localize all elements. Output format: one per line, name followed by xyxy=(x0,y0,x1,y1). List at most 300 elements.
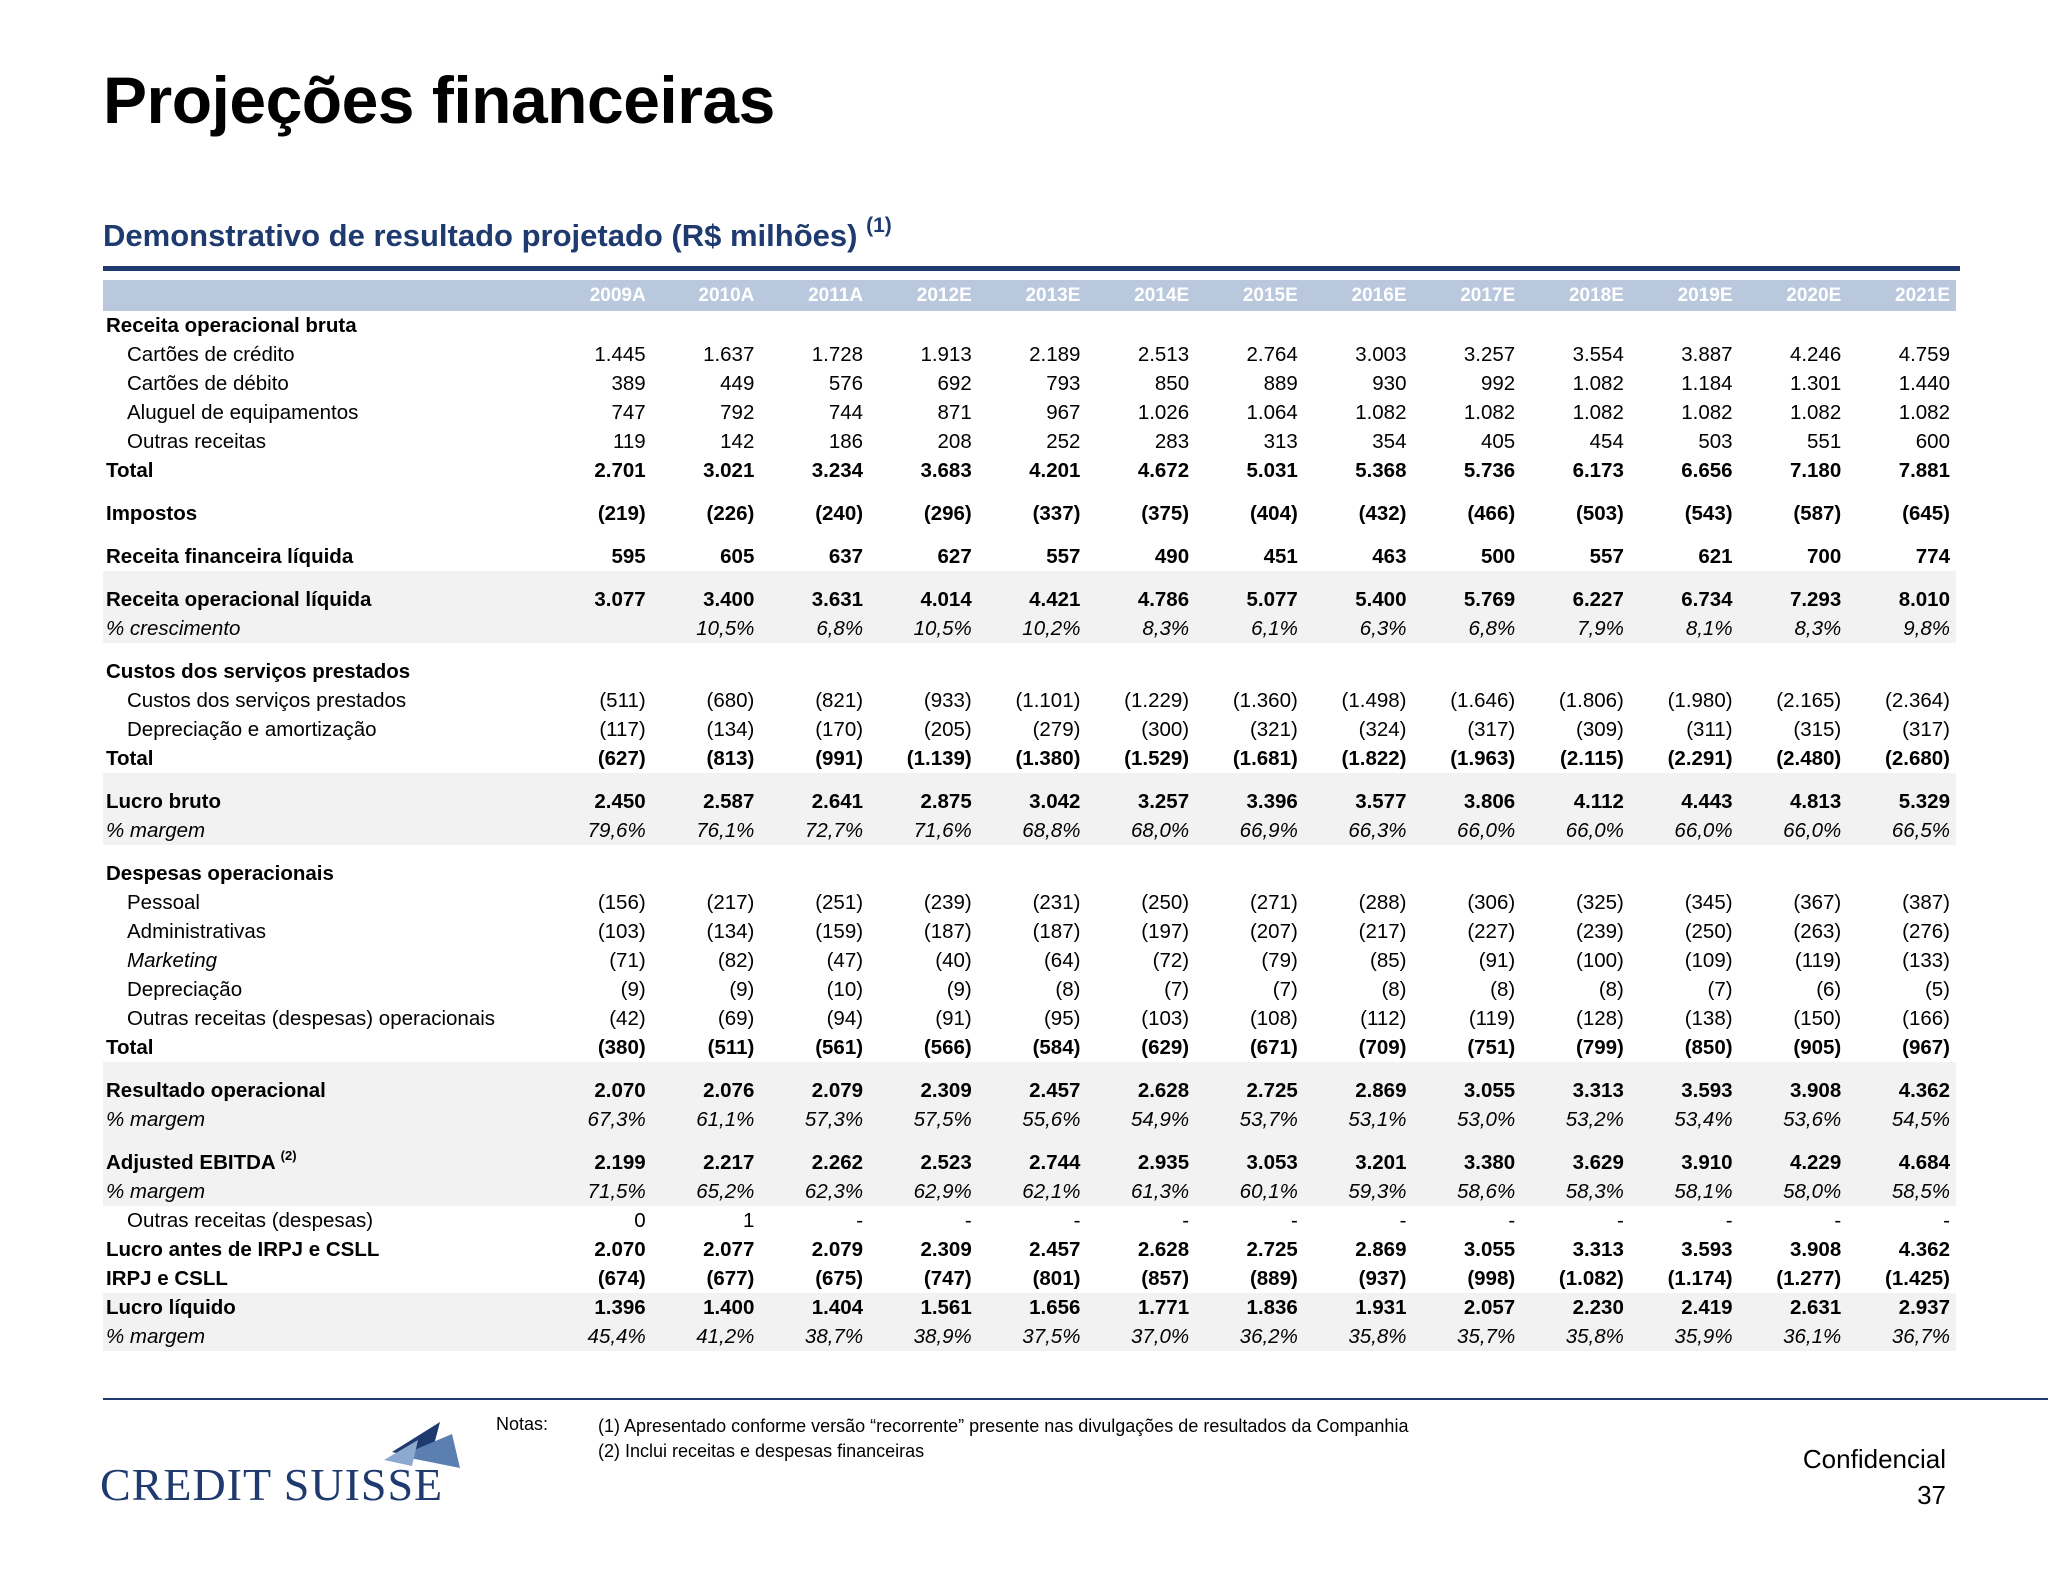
table-row xyxy=(103,1062,1956,1105)
row-label-text: Outras receitas (despesas) operacionais xyxy=(127,1006,496,1030)
value-cell: 3.887 xyxy=(1681,342,1733,366)
value-cell: (1.806) xyxy=(1558,688,1624,712)
value-cell: (217) xyxy=(706,890,755,914)
value-cell: (1.498) xyxy=(1341,688,1407,712)
value-cell: (2.680) xyxy=(1885,746,1950,770)
value-cell: (8) xyxy=(1381,977,1407,1001)
value-cell: 405 xyxy=(1480,429,1516,453)
value-cell: 3.053 xyxy=(1195,1134,1304,1177)
value-cell: 1.931 xyxy=(1304,1293,1413,1322)
value-cell: (119) xyxy=(1794,948,1842,972)
value-cell: 38,7% xyxy=(760,1322,869,1351)
row-label-text: % crescimento xyxy=(106,616,241,640)
value-cell: 5.077 xyxy=(1195,571,1304,614)
value-cell: 930 xyxy=(1372,371,1407,395)
value-cell: (91) xyxy=(935,1006,972,1030)
value-cell: (432) xyxy=(1358,501,1407,525)
value-cell: (677) xyxy=(706,1266,755,1290)
notes-list xyxy=(598,1414,1408,1464)
value-cell: (108) xyxy=(1249,1006,1298,1030)
row-label-text: Total xyxy=(106,746,154,770)
value-cell: 449 xyxy=(720,371,755,395)
row-label-text: Lucro antes de IRPJ e CSLL xyxy=(106,1237,380,1261)
value-cell: 2.641 xyxy=(760,773,869,816)
value-cell: (239) xyxy=(923,890,972,914)
value-cell: (998) xyxy=(1467,1266,1516,1290)
value-cell xyxy=(978,643,1087,686)
value-cell: 36,7% xyxy=(1847,1322,1956,1351)
value-cell: 283 xyxy=(1154,429,1190,453)
value-cell: 1.082 xyxy=(1681,400,1733,424)
value-cell xyxy=(1847,643,1956,686)
value-cell: (367) xyxy=(1793,890,1842,914)
value-cell: 451 xyxy=(1263,544,1298,568)
value-cell: 2.744 xyxy=(978,1134,1087,1177)
row-note-ref: (2) xyxy=(280,1147,297,1163)
value-cell: 1.184 xyxy=(1681,371,1733,395)
value-cell: (166) xyxy=(1902,1006,1950,1030)
value-cell: 2.869 xyxy=(1355,1237,1407,1261)
value-cell xyxy=(1847,311,1956,340)
value-cell: 3.042 xyxy=(978,773,1087,816)
value-cell: 35,9% xyxy=(1630,1322,1739,1351)
value-cell: 3.396 xyxy=(1195,773,1304,816)
table-row xyxy=(103,1134,1956,1177)
value-cell: 6.227 xyxy=(1521,571,1630,614)
value-cell: 2.077 xyxy=(703,1237,755,1261)
confidential-label: Confidencial xyxy=(1802,1444,1946,1474)
value-cell: 605 xyxy=(720,544,755,568)
row-label-text: Marketing xyxy=(127,948,218,972)
value-cell: 2.217 xyxy=(652,1134,761,1177)
value-cell: (466) xyxy=(1467,501,1516,525)
value-cell: 1.836 xyxy=(1195,1293,1304,1322)
bottom-rule xyxy=(103,1398,2048,1400)
value-cell: 3.629 xyxy=(1521,1134,1630,1177)
year-header-cell: 2010A xyxy=(652,280,761,311)
year-header-row xyxy=(103,280,1956,311)
table-row xyxy=(103,456,1956,485)
value-cell: 3.201 xyxy=(1304,1134,1413,1177)
value-cell: (1.425) xyxy=(1885,1266,1950,1290)
value-cell: 35,8% xyxy=(1304,1322,1413,1351)
value-cell: (1.529) xyxy=(1124,746,1190,770)
row-label-text: Custos dos serviços prestados xyxy=(127,688,407,712)
year-header-cell: 2009A xyxy=(543,280,652,311)
year-header-cell: 2012E xyxy=(869,280,978,311)
value-cell: 66,0% xyxy=(1739,816,1848,845)
value-cell: 967 xyxy=(1046,400,1081,424)
value-cell: 3.683 xyxy=(920,458,972,482)
value-cell: (627) xyxy=(597,746,646,770)
value-cell: (227) xyxy=(1467,919,1516,943)
value-cell: 6.656 xyxy=(1681,458,1733,482)
value-cell: 2.935 xyxy=(1086,1134,1195,1177)
value-cell: (325) xyxy=(1576,890,1624,914)
value-cell: (799) xyxy=(1576,1035,1624,1059)
value-cell: (511) xyxy=(707,1035,755,1059)
row-label-text: % margem xyxy=(106,1107,206,1131)
value-cell xyxy=(1630,643,1739,686)
value-cell: (6) xyxy=(1816,977,1842,1001)
value-cell xyxy=(1413,311,1522,340)
value-cell: 7.881 xyxy=(1898,458,1950,482)
value-cell xyxy=(543,845,652,888)
row-label-text: Receita operacional bruta xyxy=(106,313,357,337)
value-cell: (889) xyxy=(1249,1266,1298,1290)
value-cell: 5.769 xyxy=(1413,571,1522,614)
table-row xyxy=(103,643,1956,686)
value-cell: (134) xyxy=(706,919,755,943)
value-cell: (1.822) xyxy=(1341,746,1407,770)
row-label xyxy=(103,917,543,946)
value-cell xyxy=(1739,311,1848,340)
table-row xyxy=(103,427,1956,456)
value-cell: (9) xyxy=(729,977,755,1001)
value-cell: (263) xyxy=(1793,919,1842,943)
row-label xyxy=(103,340,543,369)
value-cell xyxy=(1630,845,1739,888)
value-cell: 700 xyxy=(1807,544,1842,568)
value-cell: 2.189 xyxy=(1029,342,1081,366)
value-cell: (306) xyxy=(1467,890,1516,914)
value-cell: 3.908 xyxy=(1789,1237,1842,1261)
value-cell: (187) xyxy=(1032,919,1081,943)
value-cell: 57,3% xyxy=(760,1105,869,1134)
value-cell: 3.257 xyxy=(1086,773,1195,816)
row-label-text: Despesas operacionais xyxy=(106,861,334,885)
value-cell xyxy=(869,643,978,686)
value-cell: - xyxy=(1617,1208,1624,1232)
value-cell: 53,7% xyxy=(1195,1105,1304,1134)
value-cell: (821) xyxy=(815,688,864,712)
table-row xyxy=(103,888,1956,917)
year-header-cell: 2016E xyxy=(1304,280,1413,311)
value-cell: 1.445 xyxy=(594,342,646,366)
value-cell: (5) xyxy=(1924,977,1950,1001)
value-cell: - xyxy=(964,1208,972,1232)
value-cell: (251) xyxy=(815,890,864,914)
row-label xyxy=(103,1293,543,1322)
value-cell: 4.759 xyxy=(1898,342,1950,366)
header-label-cell xyxy=(103,280,543,311)
value-cell: (128) xyxy=(1576,1006,1624,1030)
value-cell: (801) xyxy=(1032,1266,1081,1290)
value-cell: 55,6% xyxy=(978,1105,1087,1134)
value-cell: 68,8% xyxy=(978,816,1087,845)
value-cell: 53,0% xyxy=(1413,1105,1522,1134)
value-cell: 774 xyxy=(1915,544,1950,568)
value-cell: 354 xyxy=(1372,429,1407,453)
table-row xyxy=(103,340,1956,369)
value-cell: 1.637 xyxy=(703,342,755,366)
table-row xyxy=(103,1033,1956,1062)
value-cell: (134) xyxy=(706,717,755,741)
value-cell: (387) xyxy=(1902,890,1950,914)
value-cell: 1.771 xyxy=(1086,1293,1195,1322)
page-number: 37 xyxy=(1917,1480,1946,1510)
value-cell xyxy=(978,311,1087,340)
row-label xyxy=(103,845,543,888)
value-cell: 637 xyxy=(828,544,864,568)
row-label xyxy=(103,744,543,773)
value-cell: 58,5% xyxy=(1847,1177,1956,1206)
row-label-text: Cartões de crédito xyxy=(127,342,295,366)
value-cell: (1.174) xyxy=(1667,1266,1733,1290)
value-cell: 1.082 xyxy=(1898,400,1950,424)
value-cell: 54,5% xyxy=(1847,1105,1956,1134)
value-cell xyxy=(1413,643,1522,686)
value-cell: (813) xyxy=(706,746,755,770)
value-cell: 10,5% xyxy=(869,614,978,643)
value-cell: - xyxy=(856,1208,864,1232)
value-cell: (240) xyxy=(815,501,864,525)
value-cell: 4.014 xyxy=(869,571,978,614)
value-cell: 5.736 xyxy=(1463,458,1516,482)
value-cell: 3.554 xyxy=(1572,342,1624,366)
note-item: (2) Inclui receitas e despesas financeiras xyxy=(598,1441,925,1461)
value-cell: 2.764 xyxy=(1246,342,1298,366)
value-cell: 37,0% xyxy=(1086,1322,1195,1351)
value-cell: 3.055 xyxy=(1413,1062,1522,1105)
table-row xyxy=(103,614,1956,643)
value-cell: (112) xyxy=(1360,1006,1407,1030)
value-cell xyxy=(1086,845,1195,888)
row-label-text: Depreciação xyxy=(127,977,243,1001)
value-cell: 1.561 xyxy=(869,1293,978,1322)
value-cell: 4.362 xyxy=(1847,1062,1956,1105)
value-cell: 792 xyxy=(720,400,755,424)
value-cell: (250) xyxy=(1684,919,1733,943)
value-cell xyxy=(1304,643,1413,686)
value-cell: 66,0% xyxy=(1630,816,1739,845)
value-cell: 747 xyxy=(611,400,646,424)
credit-suisse-logo xyxy=(100,1420,480,1510)
value-cell: 41,2% xyxy=(652,1322,761,1351)
value-cell: 6,1% xyxy=(1195,614,1304,643)
value-cell xyxy=(543,643,652,686)
row-label-text: % margem xyxy=(106,818,206,842)
value-cell: (42) xyxy=(609,1006,646,1030)
value-cell: 4.229 xyxy=(1739,1134,1848,1177)
value-cell: (205) xyxy=(923,717,972,741)
value-cell: 186 xyxy=(828,429,864,453)
value-cell: 2.937 xyxy=(1847,1293,1956,1322)
value-cell: (1.082) xyxy=(1558,1266,1624,1290)
value-cell: - xyxy=(1834,1208,1842,1232)
value-cell: 1.082 xyxy=(1789,400,1842,424)
value-cell: 4.362 xyxy=(1898,1237,1950,1261)
value-cell: 62,9% xyxy=(869,1177,978,1206)
value-cell: 36,2% xyxy=(1195,1322,1304,1351)
value-cell: 621 xyxy=(1698,544,1733,568)
value-cell: 62,1% xyxy=(978,1177,1087,1206)
value-cell: (1.380) xyxy=(1015,746,1081,770)
section-heading xyxy=(103,214,892,254)
table-row xyxy=(103,715,1956,744)
value-cell xyxy=(652,845,761,888)
value-cell: 4.672 xyxy=(1137,458,1190,482)
value-cell: 4.786 xyxy=(1086,571,1195,614)
value-cell: 1.396 xyxy=(543,1293,652,1322)
value-cell: 119 xyxy=(613,429,646,453)
value-cell: 62,3% xyxy=(760,1177,869,1206)
row-label xyxy=(103,888,543,917)
value-cell: (10) xyxy=(826,977,864,1001)
row-label-text: Administrativas xyxy=(127,919,266,943)
value-cell: (71) xyxy=(609,948,646,972)
row-label-text: Lucro líquido xyxy=(106,1295,236,1319)
value-cell: 5.031 xyxy=(1246,458,1298,482)
value-cell: 3.077 xyxy=(543,571,652,614)
table-row xyxy=(103,485,1956,528)
row-label xyxy=(103,369,543,398)
value-cell: (2.480) xyxy=(1776,746,1842,770)
value-cell: 0 xyxy=(634,1208,646,1232)
value-cell xyxy=(1195,311,1304,340)
value-cell: (133) xyxy=(1902,948,1950,972)
value-cell: (187) xyxy=(923,919,972,943)
value-cell: (170) xyxy=(815,717,864,741)
value-cell: 389 xyxy=(611,371,646,395)
value-cell: (584) xyxy=(1032,1035,1081,1059)
value-cell: (674) xyxy=(597,1266,646,1290)
value-cell xyxy=(1521,311,1630,340)
value-cell: 2.199 xyxy=(543,1134,652,1177)
value-cell: (8) xyxy=(1598,977,1624,1001)
value-cell: 60,1% xyxy=(1195,1177,1304,1206)
value-cell: (751) xyxy=(1467,1035,1516,1059)
row-label xyxy=(103,1206,543,1235)
row-label xyxy=(103,816,543,845)
value-cell xyxy=(1195,643,1304,686)
row-label-text: Total xyxy=(106,458,154,482)
value-cell: 313 xyxy=(1263,429,1298,453)
value-cell: (64) xyxy=(1043,948,1081,972)
value-cell: 4.813 xyxy=(1739,773,1848,816)
value-cell: 1.082 xyxy=(1572,371,1624,395)
value-cell: 2.523 xyxy=(869,1134,978,1177)
value-cell xyxy=(869,845,978,888)
value-cell: 3.910 xyxy=(1630,1134,1739,1177)
value-cell: 576 xyxy=(828,371,864,395)
value-cell: 1.728 xyxy=(811,342,864,366)
value-cell: 503 xyxy=(1698,429,1733,453)
value-cell: 2.070 xyxy=(543,1062,652,1105)
value-cell xyxy=(1086,311,1195,340)
value-cell: (645) xyxy=(1902,501,1950,525)
value-cell: 65,2% xyxy=(652,1177,761,1206)
value-cell: 600 xyxy=(1915,429,1950,453)
value-cell: 208 xyxy=(937,429,972,453)
value-cell: 7.293 xyxy=(1739,571,1848,614)
value-cell: 66,5% xyxy=(1847,816,1956,845)
value-cell xyxy=(1521,845,1630,888)
value-cell: 1.656 xyxy=(978,1293,1087,1322)
value-cell: (709) xyxy=(1358,1035,1407,1059)
value-cell: 3.234 xyxy=(811,458,864,482)
value-cell: 3.400 xyxy=(652,571,761,614)
value-cell: (1.360) xyxy=(1232,688,1298,712)
year-header-cell: 2013E xyxy=(978,280,1087,311)
value-cell: - xyxy=(1508,1208,1516,1232)
value-cell: 4.684 xyxy=(1847,1134,1956,1177)
value-cell: (2.115) xyxy=(1560,746,1624,770)
value-cell: (511) xyxy=(599,688,646,712)
value-cell: 2.513 xyxy=(1137,342,1190,366)
value-cell: (82) xyxy=(717,948,755,972)
row-label xyxy=(103,1177,543,1206)
row-label-text: Resultado operacional xyxy=(106,1078,326,1102)
value-cell: 3.313 xyxy=(1572,1237,1624,1261)
value-cell: 2.628 xyxy=(1086,1062,1195,1105)
row-label xyxy=(103,1004,543,1033)
value-cell: 66,9% xyxy=(1195,816,1304,845)
value-cell: 2.057 xyxy=(1413,1293,1522,1322)
value-cell: (207) xyxy=(1249,919,1298,943)
value-cell: 463 xyxy=(1372,544,1407,568)
value-cell: 2.869 xyxy=(1304,1062,1413,1105)
value-cell: (219) xyxy=(597,501,646,525)
value-cell: (2.291) xyxy=(1667,746,1733,770)
table-row xyxy=(103,528,1956,571)
value-cell: 744 xyxy=(828,400,864,424)
logo-text: CREDIT SUISSE xyxy=(100,1459,444,1510)
value-cell: (226) xyxy=(706,501,755,525)
value-cell: (317) xyxy=(1902,717,1950,741)
value-cell: 2.450 xyxy=(543,773,652,816)
value-cell: (2.165) xyxy=(1776,688,1842,712)
value-cell: 4.246 xyxy=(1789,342,1842,366)
value-cell: - xyxy=(1073,1208,1081,1232)
year-header-cell: 2015E xyxy=(1195,280,1304,311)
value-cell: 79,6% xyxy=(543,816,652,845)
value-cell: 1.082 xyxy=(1355,400,1407,424)
value-cell: 2.076 xyxy=(652,1062,761,1105)
row-label-text: Adjusted EBITDA xyxy=(106,1150,275,1174)
value-cell: 627 xyxy=(937,544,972,568)
year-header-cell: 2020E xyxy=(1739,280,1848,311)
value-cell: (231) xyxy=(1032,890,1081,914)
value-cell: (375) xyxy=(1141,501,1190,525)
row-label xyxy=(103,1235,543,1264)
value-cell: 1.082 xyxy=(1463,400,1516,424)
value-cell: 2.725 xyxy=(1246,1237,1298,1261)
value-cell: 3.593 xyxy=(1681,1237,1733,1261)
year-header-cell: 2011A xyxy=(760,280,869,311)
value-cell: 5.329 xyxy=(1847,773,1956,816)
value-cell: 37,5% xyxy=(978,1322,1087,1351)
value-cell: (276) xyxy=(1902,919,1950,943)
row-label xyxy=(103,528,543,571)
value-cell: (937) xyxy=(1358,1266,1407,1290)
value-cell xyxy=(652,643,761,686)
value-cell: 3.055 xyxy=(1463,1237,1516,1261)
value-cell: 71,6% xyxy=(869,816,978,845)
heading-rule xyxy=(103,266,1960,271)
value-cell: (40) xyxy=(935,948,972,972)
value-cell xyxy=(1304,845,1413,888)
value-cell: 1.301 xyxy=(1789,371,1842,395)
value-cell xyxy=(1847,845,1956,888)
row-label xyxy=(103,427,543,456)
year-header-cell: 2018E xyxy=(1521,280,1630,311)
value-cell: 3.908 xyxy=(1739,1062,1848,1105)
value-cell: 10,2% xyxy=(978,614,1087,643)
table-row xyxy=(103,845,1956,888)
row-label xyxy=(103,1264,543,1293)
value-cell: 793 xyxy=(1046,371,1081,395)
